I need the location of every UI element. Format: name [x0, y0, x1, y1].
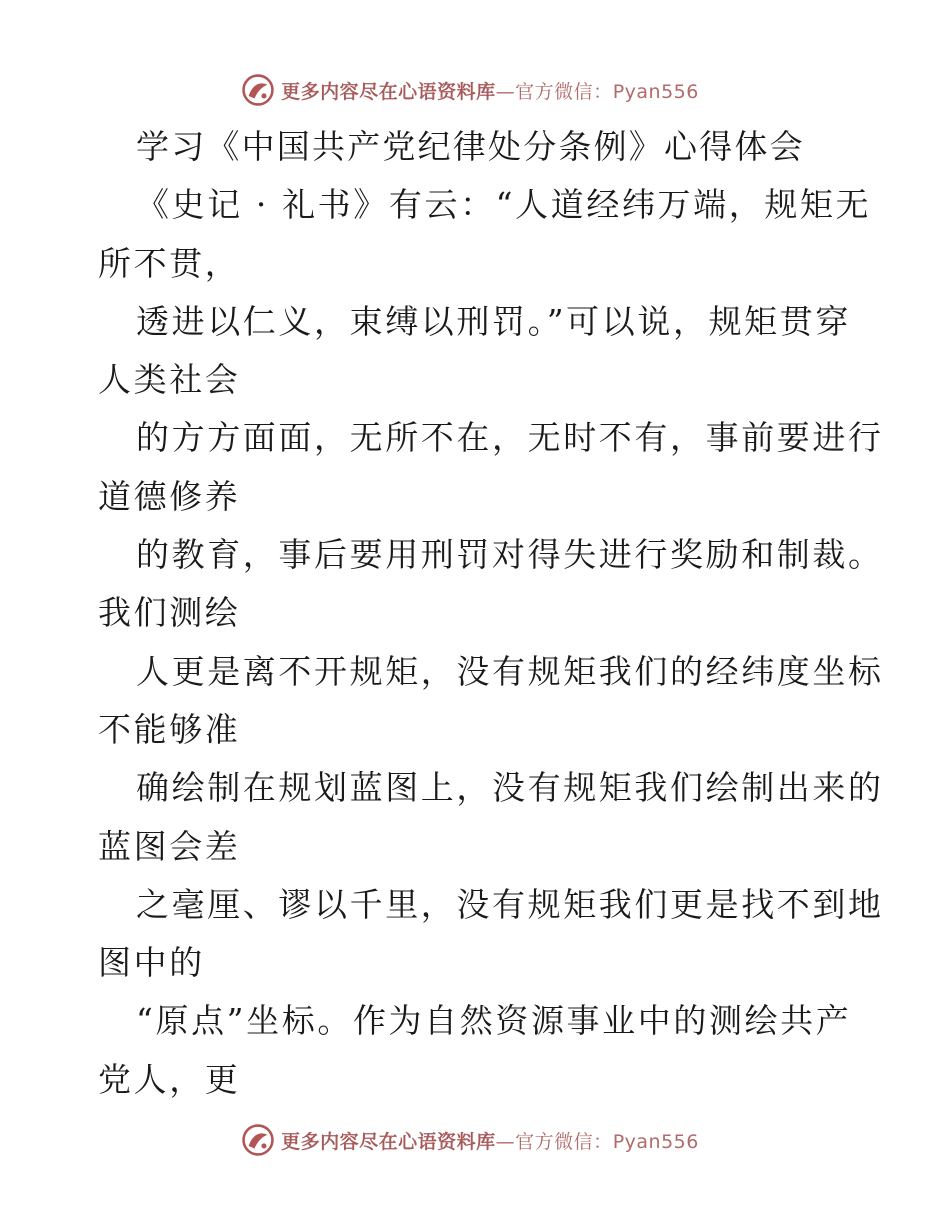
text-line: 人更是离不开规矩，没有规矩我们的经纬度坐标 [136, 651, 884, 691]
watermark-text: 更多内容尽在心语资料库—官方微信：Pyan556 [281, 1130, 699, 1153]
document-title: 学习《中国共产党纪律处分条例》心得体会 [136, 127, 805, 166]
text-line: 确绘制在规划蓝图上，没有规矩我们绘制出来的 [136, 768, 884, 808]
text-line: 的教育，事后要用刑罚对得失进行奖励和制裁。 [136, 535, 884, 575]
brand-logo-icon [241, 1123, 275, 1157]
text-line: “原点”坐标。作为自然资源事业中的测绘共产 [136, 1001, 852, 1041]
document-body [98, 118, 884, 1109]
text-line: 蓝图会差 [98, 826, 241, 866]
text-line: 不能够准 [98, 709, 241, 749]
text-line: 人类社会 [98, 360, 241, 400]
text-line: 图中的 [98, 943, 205, 983]
text-line: 《史记 · 礼书》有云：“人道经纬万端，规矩无 [136, 185, 872, 225]
text-line: 党人，更 [98, 1059, 241, 1099]
text-line: 的方方面面，无所不在，无时不有，事前要进行 [136, 418, 884, 458]
header-watermark [0, 70, 950, 110]
watermark-text: 更多内容尽在心语资料库—官方微信：Pyan556 [281, 80, 699, 103]
text-line: 所不贯， [98, 243, 241, 283]
brand-logo-icon [241, 73, 275, 107]
text-line: 道德修养 [98, 476, 241, 516]
text-line: 透进以仁义，束缚以刑罚。”可以说，规矩贯穿 [136, 301, 851, 341]
text-line: 我们测绘 [98, 593, 241, 633]
footer-watermark [0, 1120, 950, 1160]
text-line: 之毫厘、谬以千里，没有规矩我们更是找不到地 [136, 884, 884, 924]
